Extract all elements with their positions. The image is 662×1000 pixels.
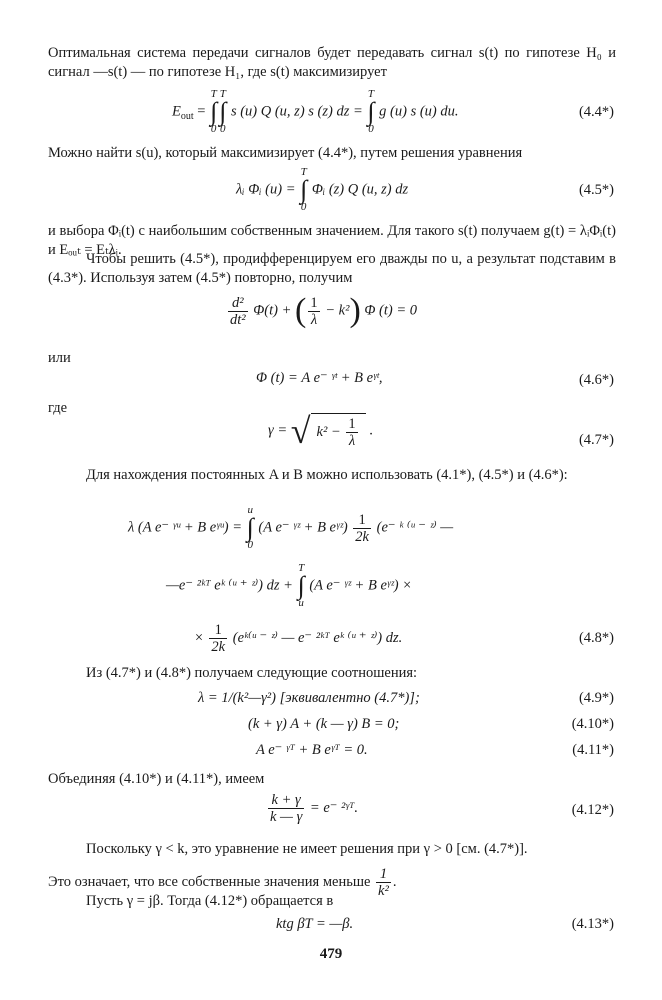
equation-4-8-line-3: × $\frac{1}{2k}$ (eᵏ⁽ᵘ ⁻ ᶻ⁾ — e⁻ ²ᵏᵀ eᵏ ⁽ᵘ ⁺ ᶻ⁾) dz. [194,622,403,655]
integral-sign: T ∫ 0 [300,166,308,213]
paragraph: Поскольку γ < k, это уравнение не имеет решения при γ > 0 [см. (4.7*)]. [86,841,528,857]
equation-number: (4.11*) [572,742,614,758]
paragraph: Пусть γ = jβ. Тогда (4.12*) обращается в [86,893,334,909]
equation-number: (4.8*) [578,630,614,646]
equation-number: (4.4*) [578,104,614,120]
equation-4-7: γ = √ k² − $\frac{1}{\lambda}$ . [268,411,373,451]
equation-4-8-line-2: —e⁻ ²ᵏᵀ eᵏ ⁽ᵘ ⁺ ᶻ⁾) dz + T ∫ u (A e⁻ ᵞᶻ + B eᵞᶻ) × [166,562,412,609]
equation-number: (4.12*) [571,802,614,818]
equation-4-9: λ = 1/(k²—γ²) [эквивалентно (4.7*)]; [198,690,420,706]
paragraph: Объединяя (4.10*) и (4.11*), имеем [48,771,265,787]
equation-4-5: λᵢ Φᵢ (u) = T ∫ 0 Φᵢ (z) Q (u, z) dz [236,166,409,213]
equation-4-8-line-1: λ (A e⁻ ᵞᵘ + B eᵞᵘ) = u ∫ 0 (A e⁻ ᵞᶻ + B eᵞᶻ) $\frac{1}{2k}$ (e⁻ ᵏ ⁽ᵘ ⁻ ᶻ⁾ — [128,504,454,551]
paragraph: Это означает, что все собственные значения меньше $\frac{1}{\text{k²}}$ . [48,866,397,899]
integral-sign: T ∫ 0 [367,88,375,135]
paragraph: Из (4.7*) и (4.8*) получаем следующие соотношения: [86,665,418,681]
paragraph: Для нахождения постоянных A и B можно использовать (4.1*), (4.5*) и (4.6*): [86,467,568,483]
integral-sign: T ∫ 0 [219,88,227,135]
equation-number: (4.6*) [578,372,614,388]
paragraph: и выбора Φᵢ(t) с наибольшим собственным значением. Для такого s(t) получаем g(t) = λᵢΦᵢ(t) и Eₒᵤₜ = Eₜλᵢ. [48,223,616,258]
equation-4-4: $E_{out}$ = T ∫ 0 T ∫ 0 s (u) Q (u, z) s (z) dz = T ∫ 0 g (u) s (u) du. [172,88,459,135]
sqrt-sign: √ [290,411,311,451]
integral-sign: T ∫ u [297,562,305,609]
equation-differential: $\frac{\text{d²}}{\text{dt²}}$ Φ(t) + ( $\frac{1}{\lambda}$ − k²) Φ (t) = 0 [230,292,418,329]
paragraph: Чтобы решить (4.5*), продифференцируем его дважды по u, а результат подставим в (4.3*). Используя затем (4.5*) повторно, получим [48,251,616,286]
integral-sign: T ∫ 0 [210,88,218,135]
page-number: 479 [319,946,343,962]
word-or: или [48,350,71,366]
paragraph-intro: Оптимальная система передачи сигналов будет передавать сигнал s(t) по гипотезе H₀ и сигнал —s(t) — по гипотезе H₁, где s(t) максимизирует [48,45,616,80]
equation-4-11: A e⁻ ᵞᵀ + B eᵞᵀ = 0. [256,742,368,758]
equation-4-6: Φ (t) = A e⁻ ᵞᵗ + B eᵞᵗ, [256,370,383,386]
equation-4-13: ktg βT = —β. [276,916,354,932]
equation-4-10: (k + γ) A + (k — γ) B = 0; [248,716,400,732]
equation-4-12: $\frac{k + \gamma}{k — \gamma}$ = e⁻ ²ᵞᵀ. [270,792,358,825]
equation-number: (4.10*) [571,716,614,732]
integral-sign: u ∫ 0 [246,504,254,551]
word-where: где [48,400,68,416]
equation-number: (4.7*) [578,432,614,448]
equation-number: (4.13*) [571,916,614,932]
equation-number: (4.5*) [578,182,614,198]
paragraph: Можно найти s(u), который максимизирует (4.4*), путем решения уравнения [48,145,523,161]
equation-number: (4.9*) [578,690,614,706]
